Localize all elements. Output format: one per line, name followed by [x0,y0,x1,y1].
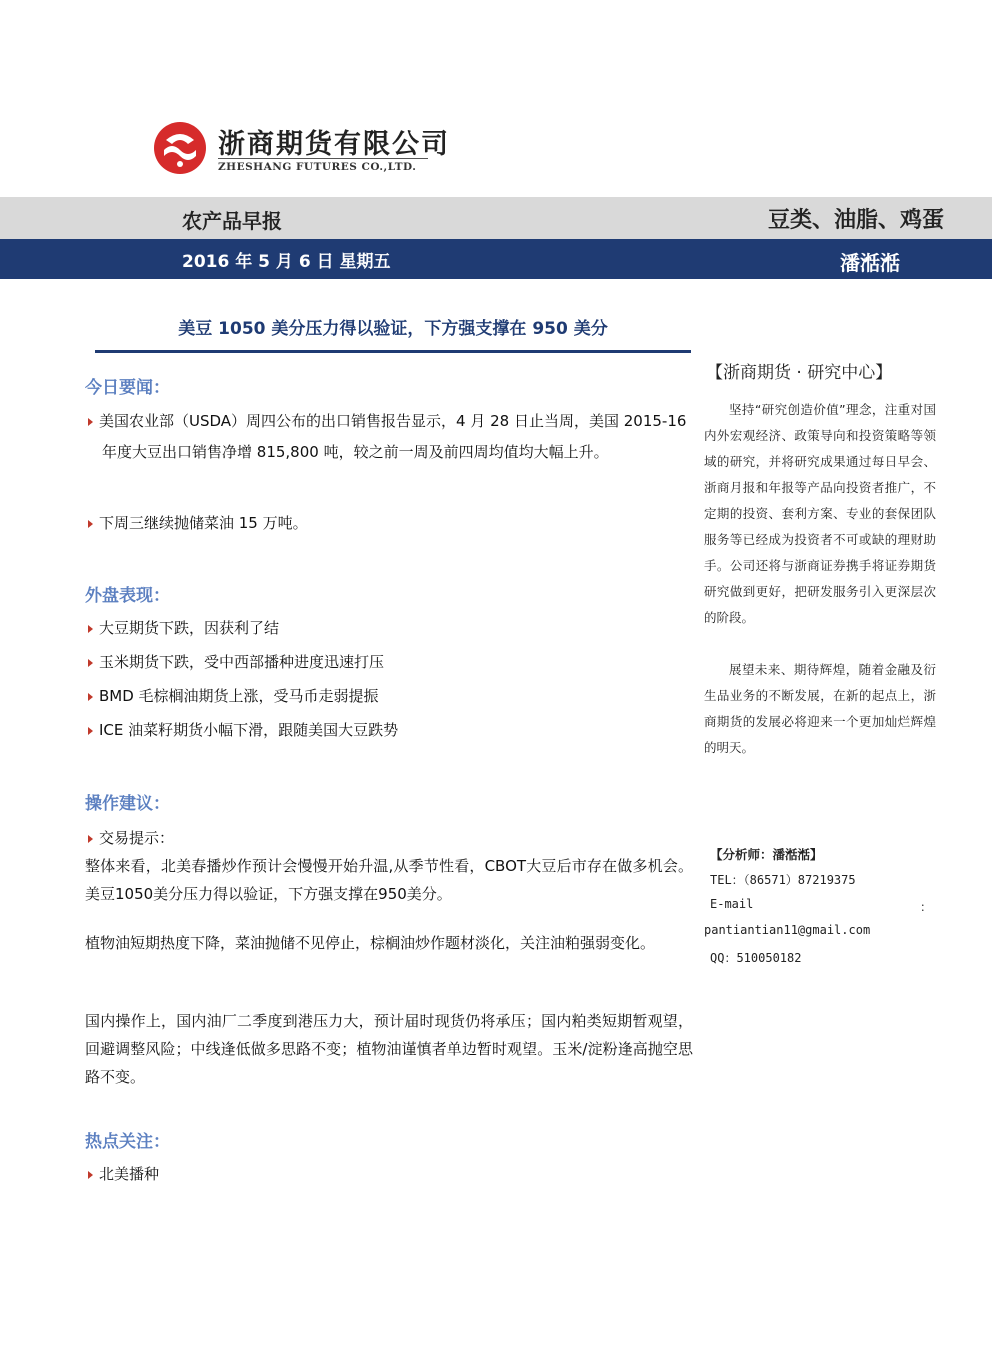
bullet-arrow-icon [88,625,93,633]
contact-email[interactable]: pantiantian11@gmail.com [704,923,871,937]
company-name-en: ZHESHANG FUTURES CO.,LTD. [218,161,417,173]
report-author: 潘湉湉 [840,251,900,275]
bullet-arrow-icon [88,693,93,701]
company-logo [152,120,450,182]
bullet-arrow-icon [88,727,93,735]
sidebar-paragraph: 展望未来、期待辉煌，随着金融及衍生品业务的不断发展，在新的起点上，浙商期货的发展必将迎来一个更加灿烂辉煌的明天。 [704,662,936,755]
report-type: 农产品早报 [182,209,282,233]
external-item: 玉米期货下跌，受中西部播种进度迅速打压 [88,647,384,678]
contact-email-label: E-mail [710,897,754,911]
bullet-arrow-icon [88,1171,93,1179]
contact-qq: QQ：510050182 [710,951,802,965]
zheshang-logo-icon [152,120,208,176]
external-item: BMD 毛棕榈油期货上涨，受马币走弱提振 [88,681,379,712]
analyst-label: 【分析师：潘湉湉】 [710,847,823,862]
bullet-arrow-icon [88,835,93,843]
sidebar-paragraph: 坚持“研究创造价值”理念，注重对国内外宏观经济、政策导向和投资策略等领域的研究，并将研究成果通过每日早会、浙商月报和年报等产品向投资者推广，不定期的投资、套利方案、专业的套保团队服务等已经成为投资者不可或缺的理财助手。公司还将与浙商证券携手将证券期货研究做到更好，把研发服务引入更深层次的阶段。 [704,402,936,625]
advice-paragraph: 整体来看，北美春播炒作预计会慢慢开始升温,从季节性看，CBOT大豆后市存在做多机会。美豆1050美分压力得以验证，下方强支撑在950美分。 [85,857,693,903]
section-title-external: 外盘表现： [85,586,170,606]
section-title-advice: 操作建议： [85,794,170,814]
section-title-hot: 热点关注： [85,1132,170,1152]
company-name-cn: 浙商期货有限公司 [218,129,450,160]
headline-divider [95,350,691,353]
contact-email-colon: ： [920,900,933,914]
bullet-arrow-icon [88,659,93,667]
external-item: 大豆期货下跌，因获利了结 [88,613,279,644]
advice-paragraph: 植物油短期热度下降，菜油抛储不见停止，棕榈油炒作题材淡化，关注油粕强弱变化。 [85,934,656,952]
external-item: ICE 油菜籽期货小幅下滑，跟随美国大豆跌势 [88,715,398,746]
advice-tip-label: 交易提示： [88,823,174,854]
report-date: 2016 年 5 月 6 日 星期五 [182,252,391,272]
logo-divider [218,158,428,159]
headline: 美豆 1050 美分压力得以验证，下方强支撑在 950 美分 [178,319,608,339]
section-title-news: 今日要闻： [85,378,170,398]
news-item: 下周三继续抛储菜油 15 万吨。 [88,508,308,539]
news-item: 美国农业部（USDA）周四公布的出口销售报告显示，4 月 28 日止当周，美国 2015-16 年度大豆出口销售净增 815,800 吨，较之前一周及前四周均值均大幅上升。 [88,406,706,468]
hot-item: 北美播种 [88,1159,159,1190]
contact-tel: TEL：（86571）87219375 [710,873,856,887]
report-categories: 豆类、油脂、鸡蛋 [767,208,944,233]
bullet-arrow-icon [88,520,93,528]
sidebar-title: 【浙商期货 · 研究中心】 [706,363,893,383]
advice-paragraph: 国内操作上，国内油厂二季度到港压力大，预计届时现货仍将承压；国内粕类短期暂观望，回避调整风险；中线逢低做多思路不变；植物油谨慎者单边暂时观望。玉米/淀粉逢高抛空思路不变。 [85,1012,693,1086]
bullet-arrow-icon [88,418,93,426]
